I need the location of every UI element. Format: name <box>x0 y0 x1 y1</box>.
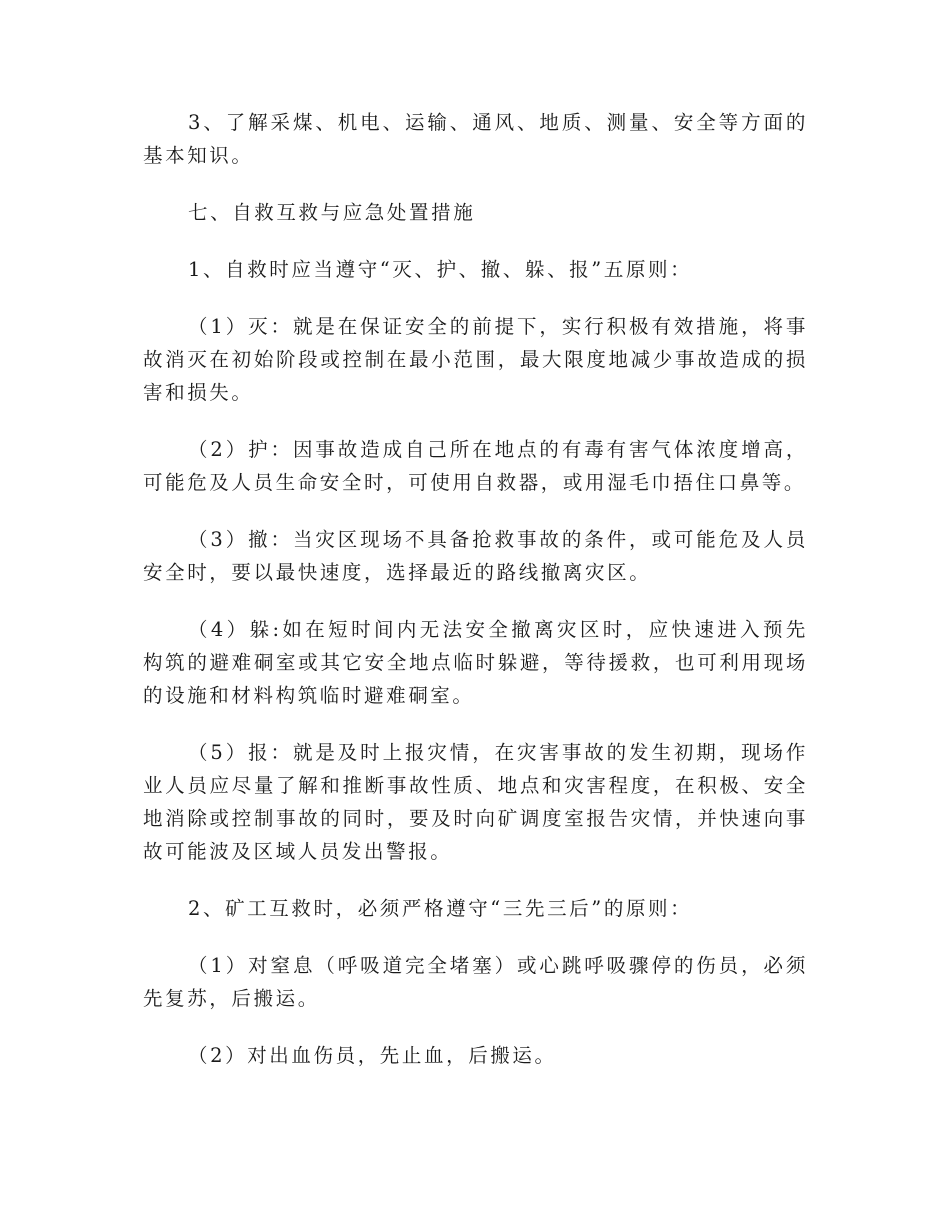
paragraph-basic-knowledge: 3、了解采煤、机电、运输、通风、地质、测量、安全等方面的基本知识。 <box>143 111 808 167</box>
paragraph-mutual-rescue: 2、矿工互救时，必须严格遵守“三先三后”的原则： <box>188 897 693 920</box>
paragraph-protect: （2）护：因事故造成自己所在地点的有毒有害气体浓度增高，可能危及人员生命安全时，可使用自救器，或用湿毛巾捂住口鼻等。 <box>143 438 808 494</box>
paragraph-stop-bleeding-first: （2）对出血伤员，先止血，后搬运。 <box>188 1044 557 1067</box>
paragraph-shelter: （4）躲:如在短时间内无法安全撤离灾区时，应快速进入预先构筑的避难硐室或其它安全地点临时躲避，等待援救，也可利用现场的设施和材料构筑临时避难硐室。 <box>143 618 808 707</box>
paragraph-resuscitate-first: （1）对窒息（呼吸道完全堵塞）或心跳呼吸骤停的伤员，必须先复苏，后搬运。 <box>143 954 808 1010</box>
document-body <box>143 106 808 1096</box>
section-heading-self-rescue: 七、自救互救与应急处置措施 <box>188 201 476 224</box>
paragraph-five-principles: 1、自救时应当遵守“灭、护、撤、躲、报”五原则： <box>188 258 693 281</box>
paragraph-extinguish: （1）灭：就是在保证安全的前提下，实行积极有效措施，将事故消灭在初始阶段或控制在最小范围，最大限度地减少事故造成的损害和损失。 <box>143 315 808 404</box>
paragraph-report: （5）报：就是及时上报灾情，在灾害事故的发生初期，现场作业人员应尽量了解和推断事故性质、地点和灾害程度，在积极、安全地消除或控制事故的同时，要及时向矿调度室报告灾情，并快速向事故可能波及区域人员发出警报。 <box>143 741 808 863</box>
paragraph-evacuate: （3）撤：当灾区现场不具备抢救事故的条件，或可能危及人员安全时，要以最快速度，选择最近的路线撤离灾区。 <box>143 528 808 584</box>
